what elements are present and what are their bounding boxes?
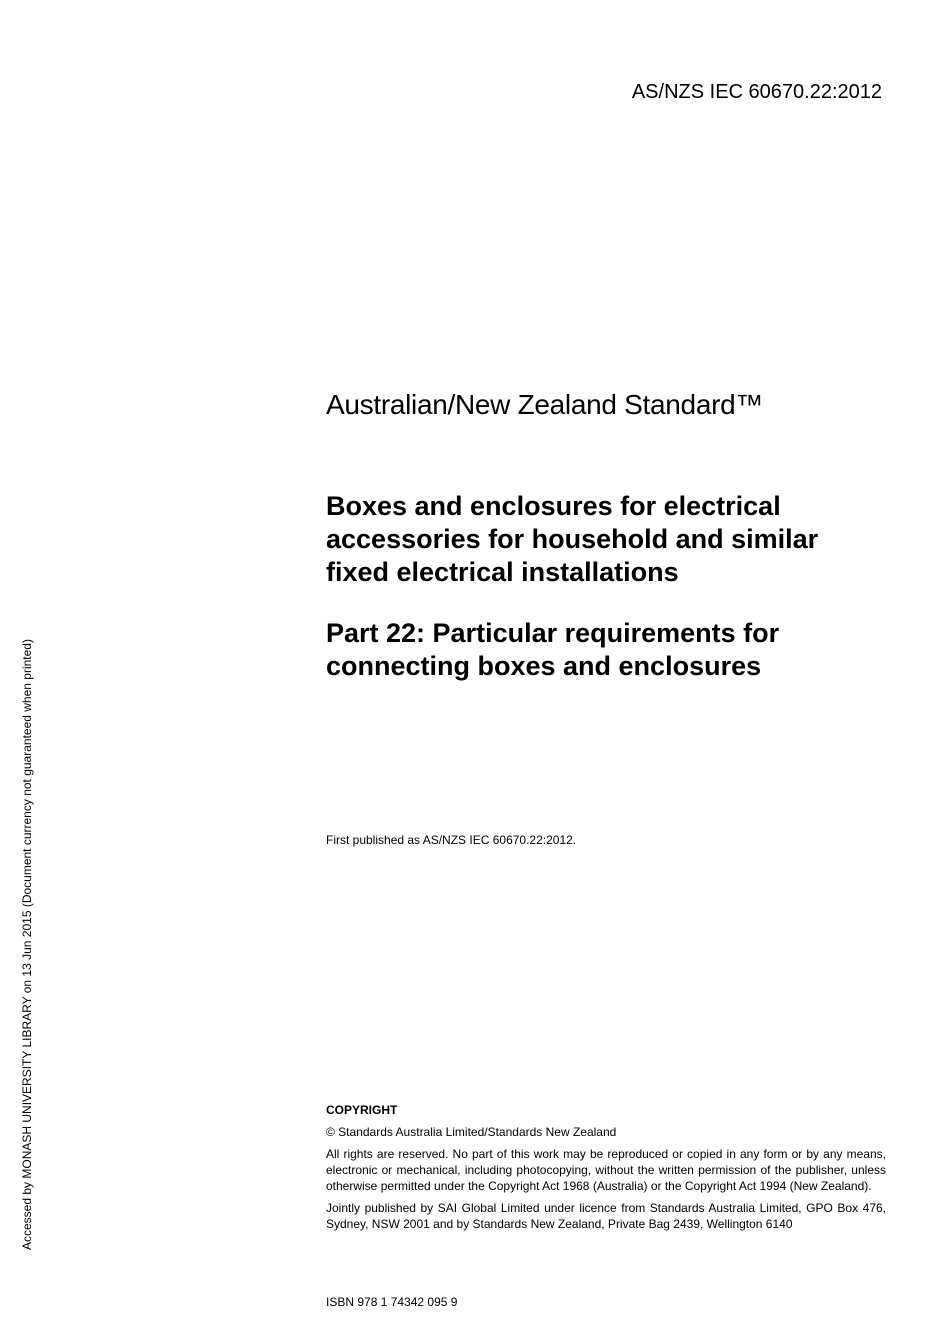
copyright-heading: COPYRIGHT [326, 1103, 398, 1117]
title-line: accessories for household and similar [326, 524, 819, 554]
part-title [326, 617, 886, 683]
copyright-owner: © Standards Australia Limited/Standards New Zealand [326, 1125, 617, 1139]
copyright-rights: All rights are reserved. No part of this work may be reproduced or copied in any form or by any means, electronic or mechanical, including photocopying, without the written permission of the publisher, unless otherwise permitted under the Copyright Act 1968 (Australia) or the Copyright Act 1994 (New Zealand). [326, 1147, 886, 1193]
copyright-publisher: Jointly published by SAI Global Limited under licence from Standards Australia Limited, GPO Box 476, Sydney, NSW 2001 and by Standards New Zealand, Private Bag 2439, Wellington 6140 [326, 1201, 886, 1231]
title-line: Boxes and enclosures for electrical [326, 491, 781, 521]
copyright-block [326, 1102, 886, 1238]
document-id: AS/NZS IEC 60670.22:2012 [631, 81, 882, 103]
document-title [326, 490, 886, 589]
part-line: Part 22: Particular requirements for [326, 618, 780, 648]
first-published-note: First published as AS/NZS IEC 60670.22:2012. [326, 833, 577, 847]
access-note: Accessed by MONASH UNIVERSITY LIBRARY on 13 Jun 2015 (Document currency not guaranteed when printed) [20, 639, 34, 1250]
part-line: connecting boxes and enclosures [326, 651, 762, 681]
standard-series: Australian/New Zealand Standard™ [326, 389, 764, 420]
title-line: fixed electrical installations [326, 557, 679, 587]
isbn: ISBN 978 1 74342 095 9 [326, 1295, 458, 1309]
